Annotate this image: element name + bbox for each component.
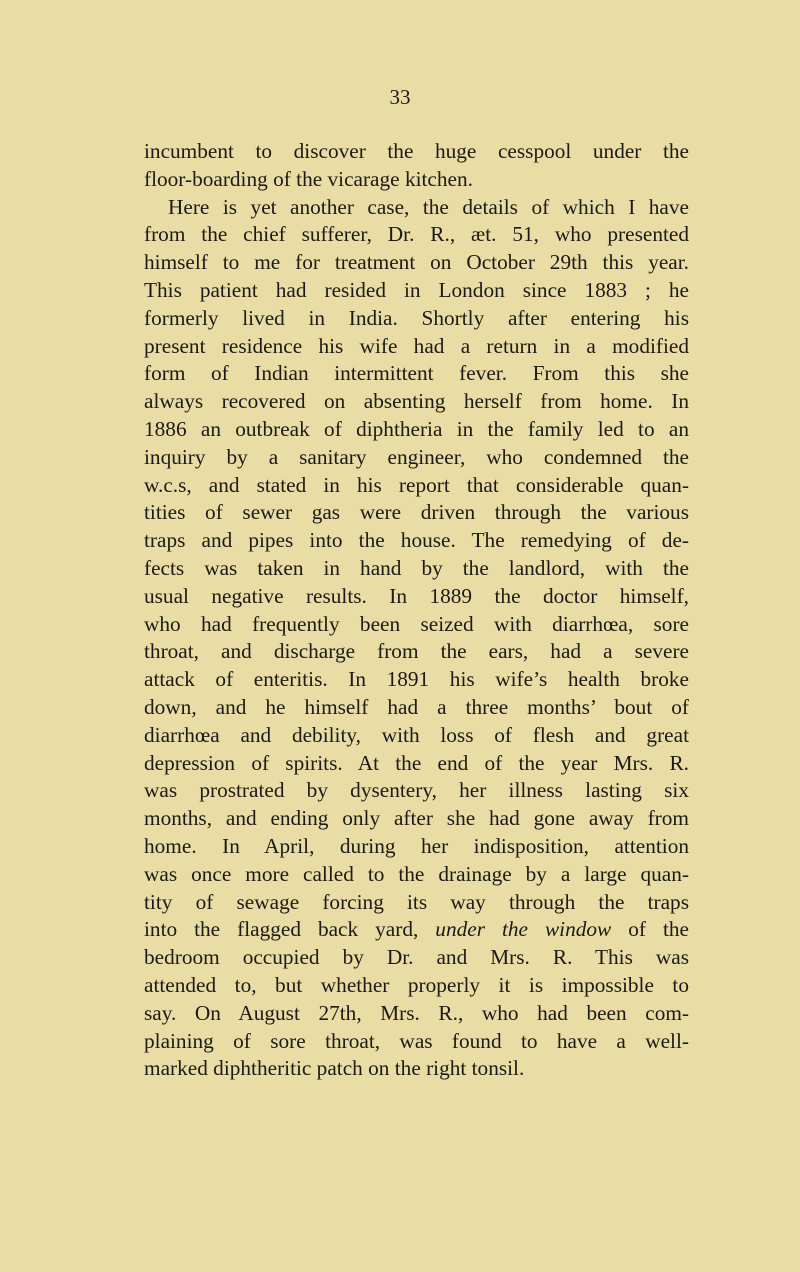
text-line: usual negative results. In 1889 the doctor himself, <box>144 583 689 608</box>
text-line: home. In April, during her indisposition, attention <box>144 833 689 858</box>
text-line: w.c.s, and stated in his report that considerable quan- <box>144 472 689 497</box>
text-line: say. On August 27th, Mrs. R., who had been com- <box>144 1000 689 1025</box>
text-segment: of the <box>628 917 689 942</box>
text-line: This patient had resided in London since 1883 ; he <box>144 277 689 302</box>
text-line: formerly lived in India. Shortly after entering his <box>144 305 689 330</box>
text-line: from the chief sufferer, Dr. R., æt. 51, who presented <box>144 222 689 247</box>
text-line: was prostrated by dysentery, her illness lasting six <box>144 778 689 803</box>
text-line: months, and ending only after she had gone away from <box>144 806 689 831</box>
text-line: attended to, but whether properly it is impossible to <box>144 972 689 997</box>
text-line: was once more called to the drainage by a large quan- <box>144 861 689 886</box>
text-line: incumbent to discover the huge cesspool under the <box>144 139 689 163</box>
text-line: tity of sewage forcing its way through the traps <box>144 889 689 914</box>
text-line: depression of spirits. At the end of the year Mrs. R. <box>144 750 689 775</box>
text-line: plaining of sore throat, was found to have a well- <box>144 1028 689 1053</box>
text-line-with-italic <box>144 916 689 944</box>
text-line: present residence his wife had a return in a modified <box>144 333 689 358</box>
text-line: inquiry by a sanitary engineer, who condemned the <box>144 444 689 469</box>
italic-phrase: under the window <box>435 917 612 942</box>
text-line: fects was taken in hand by the landlord, with the <box>144 555 689 580</box>
text-line: himself to me for treatment on October 29th this year. <box>144 250 689 275</box>
text-line: form of Indian intermittent fever. From this she <box>144 361 689 386</box>
text-segment: into the flagged back yard, <box>144 917 419 942</box>
text-line: bedroom occupied by Dr. and Mrs. R. This was <box>144 945 689 970</box>
text-line: throat, and discharge from the ears, had a severe <box>144 639 689 664</box>
text-line: attack of enteritis. In 1891 his wife’s health broke <box>144 667 689 692</box>
text-line: Here is yet another case, the details of which I have <box>168 194 689 219</box>
text-line: who had frequently been seized with diarrhœa, sore <box>144 611 689 636</box>
page-number: 33 <box>389 85 411 109</box>
text-line: diarrhœa and debility, with loss of flesh and great <box>144 722 689 747</box>
text-line: floor-boarding of the vicarage kitchen. <box>144 166 473 191</box>
text-line: tities of sewer gas were driven through the various <box>144 500 689 525</box>
body-text <box>144 138 689 1083</box>
text-line: down, and he himself had a three months’ bout of <box>144 694 689 719</box>
text-line: traps and pipes into the house. The remedying of de- <box>144 528 689 553</box>
text-line: 1886 an outbreak of diphtheria in the family led to an <box>144 416 689 441</box>
text-line: marked diphtheritic patch on the right tonsil. <box>144 1056 525 1081</box>
text-line: always recovered on absenting herself from home. In <box>144 389 689 414</box>
